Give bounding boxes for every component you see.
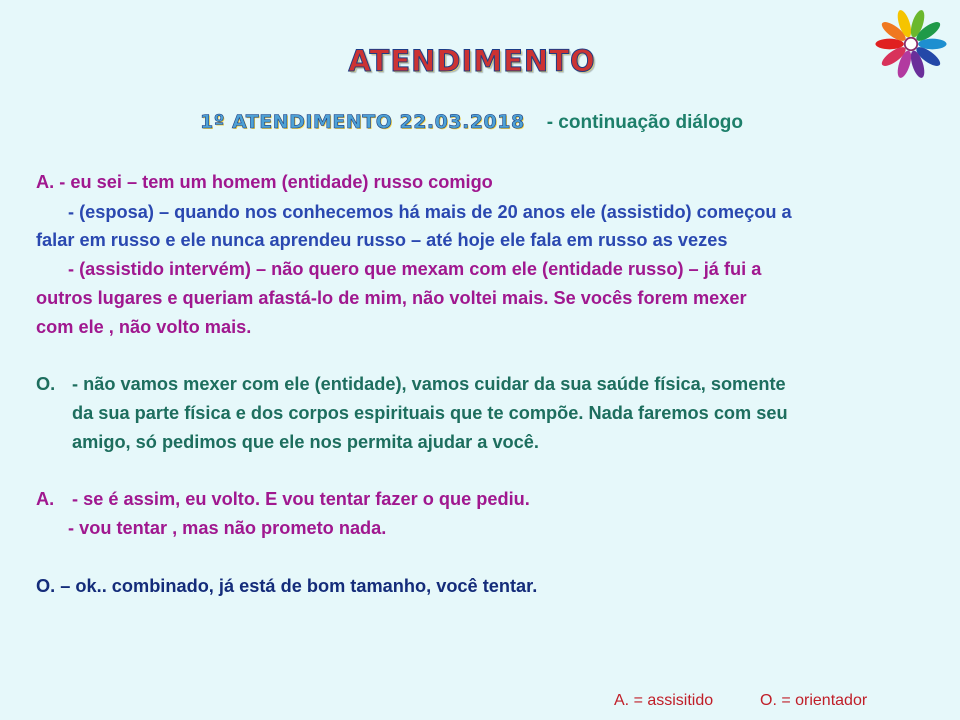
dialogue-line-assistido: - (assistido intervém) – não quero que mexam com ele (entidade russo) – já fui a	[68, 259, 762, 279]
dialogue-line-o1-cont1: da sua parte física e dos corpos espirituais que te compõe. Nada faremos com seu	[72, 403, 788, 423]
dialogue-line-o1-cont2: amigo, só pedimos que ele nos permita ajudar a você.	[72, 432, 539, 452]
dialogue-line-o2: O. – ok.. combinado, já está de bom tamanho, você tentar.	[36, 576, 538, 596]
dialogue-line-o1: - não vamos mexer com ele (entidade), vamos cuidar da sua saúde física, somente	[72, 374, 786, 394]
speaker-label-o: O.	[36, 374, 56, 394]
subtitle-session-date: 1º ATENDIMENTO 22.03.2018	[200, 111, 525, 133]
dialogue-line-esposa-cont: falar em russo e ele nunca aprendeu russo – até hoje ele fala em russo as vezes	[36, 230, 728, 250]
dialogue-line-esposa: - (esposa) – quando nos conhecemos há mais de 20 anos ele (assistido) começou a	[68, 202, 792, 222]
legend-assistido: A. = assisitido	[614, 692, 714, 709]
legend-orientador: O. = orientador	[760, 692, 868, 709]
slide-title: ATENDIMENTO	[348, 44, 596, 78]
dialogue-line-a3: - vou tentar , mas não prometo nada.	[68, 518, 387, 538]
subtitle-description: - continuação diálogo	[546, 112, 744, 133]
dialogue-line-a2: - se é assim, eu volto. E vou tentar fazer o que pediu.	[72, 489, 530, 509]
dialogue-line-assistido-cont1: outros lugares e queriam afastá-lo de mim, não voltei mais. Se vocês forem mexer	[36, 288, 747, 308]
dialogue-line-assistido-cont2: com ele , não volto mais.	[36, 317, 252, 337]
dialogue-line-a1: A. - eu sei – tem um homem (entidade) russo comigo	[36, 172, 493, 192]
slide-subtitle	[200, 111, 743, 134]
speaker-label-a: A.	[36, 489, 55, 509]
